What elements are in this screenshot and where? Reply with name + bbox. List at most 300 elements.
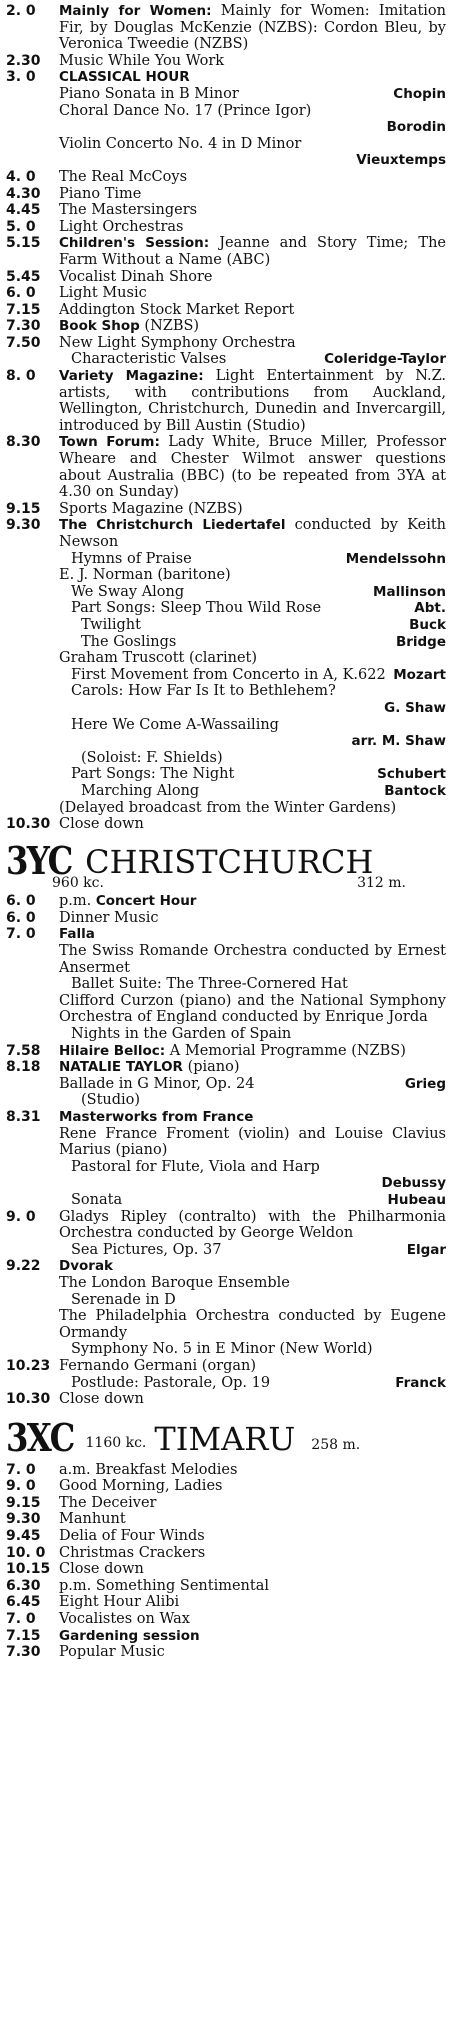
listing-entry xyxy=(6,1578,446,1595)
listing-time: 9.45 xyxy=(6,1528,41,1545)
programme-text xyxy=(59,1308,446,1341)
listing-body xyxy=(59,285,446,302)
listing-body xyxy=(59,1511,446,1528)
programme-text xyxy=(59,1594,446,1611)
station-name: TIMARU xyxy=(154,1419,296,1458)
listing-body xyxy=(59,816,446,833)
listing-entry xyxy=(6,335,446,368)
programme-description: Close down xyxy=(59,1391,144,1408)
programme-text xyxy=(59,717,446,734)
composer-name: Chopin xyxy=(393,85,446,102)
programme-title: First Movement from Concerto in A, K.622 xyxy=(71,666,386,683)
programme-title: Twilight xyxy=(81,616,141,633)
listing-time: 6.30 xyxy=(6,1577,41,1594)
programme-text xyxy=(59,517,446,550)
listing-entry xyxy=(6,69,446,169)
programme-text xyxy=(59,1275,446,1292)
programme-description: Nights in the Garden of Spain xyxy=(71,1026,292,1043)
programme-description: Eight Hour Alibi xyxy=(59,1594,180,1611)
composer-name: Bridge xyxy=(395,633,446,650)
programme-description: (Delayed broadcast from the Winter Gardens) xyxy=(59,799,397,816)
listing-time: 9.22 xyxy=(6,1258,41,1275)
programme-description: Clifford Curzon (piano) and the National Symphony Orchestra of England conducted by Enrique Jorda xyxy=(59,992,446,1026)
programme-description: Sports Magazine (NZBS) xyxy=(59,500,243,517)
composer-name: Mallinson xyxy=(373,583,446,600)
station-name: CHRISTCHURCH xyxy=(85,842,374,881)
listing-entry xyxy=(6,219,446,236)
programme-description: The Philadelphia Orchestra conducted by Eugene Ormandy xyxy=(59,1308,446,1341)
listing-time: 9.30 xyxy=(6,1511,41,1528)
listing-body xyxy=(59,434,446,500)
programme-text xyxy=(59,202,446,219)
listing-entry xyxy=(6,368,446,434)
programme-description: Vocalistes on Wax xyxy=(59,1611,190,1628)
programme-heading: Masterworks from France xyxy=(59,1109,254,1125)
composer-name: Mozart xyxy=(393,666,446,683)
composer-name: Buck xyxy=(409,616,446,633)
programme-text xyxy=(59,235,446,268)
programme-title: Marching Along xyxy=(81,782,200,799)
programme-title: Sonata xyxy=(71,1191,123,1208)
programme-title: The Goslings xyxy=(81,633,177,650)
programme-heading: The Christchurch Liedertafel xyxy=(59,517,286,534)
programme-heading: Book Shop xyxy=(59,318,140,335)
listing-time: 4.45 xyxy=(6,202,41,219)
programme-description: p.m. Something Sentimental xyxy=(59,1577,269,1594)
listing-time: 9. 0 xyxy=(6,1208,36,1225)
listing-body xyxy=(59,501,446,518)
programme-line-with-composer xyxy=(59,667,446,684)
station-frequency: 1160 kc. xyxy=(85,1435,147,1452)
station-wavelength: 312 m. xyxy=(357,874,406,891)
programme-text xyxy=(59,269,446,286)
programme-text xyxy=(59,1511,446,1528)
programme-heading: Mainly for Women: xyxy=(59,3,212,19)
listing-body xyxy=(59,219,446,236)
listing-body xyxy=(59,1644,446,1661)
listing-entry xyxy=(6,1594,446,1611)
programme-line-with-composer xyxy=(59,1076,446,1093)
programme-description: Vocalist Dinah Shore xyxy=(59,268,213,285)
listing-entry xyxy=(6,318,446,335)
programme-heading: Variety Magazine: xyxy=(59,368,204,385)
listing-body xyxy=(59,893,446,910)
programme-text xyxy=(59,1092,446,1109)
listing-body xyxy=(59,186,446,203)
listing-body xyxy=(59,1578,446,1595)
listing-section-3ya xyxy=(6,3,446,833)
programme-description: Mainly for Women: Imitation Fir, by Douglas McKenzie (NZBS): Cordon Bleu, by Veronica Tweedie (NZBS) xyxy=(59,3,446,53)
programme-description: (Studio) xyxy=(81,1092,141,1109)
programme-text xyxy=(59,169,446,186)
programme-text xyxy=(59,683,446,700)
listing-body xyxy=(59,1358,446,1391)
listing-entry xyxy=(6,1391,446,1408)
listing-entry xyxy=(6,893,446,910)
programme-description: Manhunt xyxy=(59,1511,126,1528)
listing-time: 8. 0 xyxy=(6,368,36,385)
programme-text xyxy=(59,302,446,319)
programme-description: p.m. xyxy=(59,893,92,910)
programme-heading: CLASSICAL HOUR xyxy=(59,69,190,86)
listing-entry xyxy=(6,501,446,518)
listing-time: 2. 0 xyxy=(6,3,36,19)
listing-entry xyxy=(6,1611,446,1628)
programme-description: Ballet Suite: The Three-Cornered Hat xyxy=(71,976,348,993)
programme-heading: Children's Session: xyxy=(59,235,210,252)
programme-line-with-composer xyxy=(59,600,446,617)
listing-time: 3. 0 xyxy=(6,69,36,86)
listing-entry xyxy=(6,1644,446,1661)
composer-name: Coleridge-Taylor xyxy=(324,351,446,368)
listing-body xyxy=(59,1628,446,1645)
programme-text xyxy=(59,1561,446,1578)
programme-text xyxy=(59,1026,446,1043)
listing-body xyxy=(59,53,446,70)
listing-time: 8.18 xyxy=(6,1059,41,1076)
programme-text xyxy=(59,1391,446,1408)
programme-description: The London Baroque Ensemble xyxy=(59,1274,290,1291)
composer-name: Abt. xyxy=(414,600,446,617)
programme-text xyxy=(59,1209,446,1242)
listing-body xyxy=(59,926,446,1042)
listing-entry xyxy=(6,186,446,203)
programme-description: Close down xyxy=(59,1561,144,1578)
programme-text xyxy=(59,434,446,500)
listing-time: 7.30 xyxy=(6,318,41,335)
programme-description: Addington Stock Market Report xyxy=(59,301,295,318)
programme-description: (piano) xyxy=(187,1059,240,1076)
listing-body xyxy=(59,1528,446,1545)
programme-title: Sea Pictures, Op. 37 xyxy=(71,1241,222,1258)
programme-line-with-composer xyxy=(59,1375,446,1392)
programme-description: Light Entertainment by N.Z. artists, with contributions from Auckland, Wellington, Christchurch, Dunedin and Invercargill, introduced by Bill Austin (Studio) xyxy=(59,368,446,434)
listing-body xyxy=(59,202,446,219)
programme-description: Graham Truscott (clarinet) xyxy=(59,650,258,667)
listing-entry xyxy=(6,1209,446,1259)
listing-time: 7. 0 xyxy=(6,1611,36,1628)
programme-description: Christmas Crackers xyxy=(59,1544,206,1561)
programme-description: A Memorial Programme (NZBS) xyxy=(169,1042,406,1059)
programme-description: Popular Music xyxy=(59,1644,165,1661)
programme-description: Piano Time xyxy=(59,185,142,202)
programme-line-with-composer xyxy=(59,1242,446,1259)
programme-text xyxy=(59,368,446,434)
listing-entry xyxy=(6,269,446,286)
programme-title: Postlude: Pastorale, Op. 19 xyxy=(71,1374,271,1391)
programme-line-with-composer xyxy=(59,551,446,568)
programme-description: Fernando Germani (organ) xyxy=(59,1357,257,1374)
programme-description: The Deceiver xyxy=(59,1494,157,1511)
listing-time: 7.58 xyxy=(6,1042,41,1059)
listing-time: 5. 0 xyxy=(6,218,36,235)
programme-text xyxy=(59,800,446,817)
listing-body xyxy=(59,1209,446,1259)
composer-name: Schubert xyxy=(377,766,446,783)
listing-entry xyxy=(6,1109,446,1209)
listing-body xyxy=(59,1545,446,1562)
programme-description: Choral Dance No. 17 (Prince Igor) xyxy=(59,102,312,119)
composer-name: Borodin xyxy=(386,119,446,136)
listing-time: 10.30 xyxy=(6,1391,51,1408)
programme-text xyxy=(59,1528,446,1545)
listing-time: 7. 0 xyxy=(6,1461,36,1478)
programme-description: Violin Concerto No. 4 in D Minor xyxy=(59,135,302,152)
programme-text xyxy=(59,186,446,203)
programme-heading: Gardening session xyxy=(59,1627,200,1644)
listing-body xyxy=(59,1043,446,1060)
listing-entry xyxy=(6,1059,446,1109)
listing-entry xyxy=(6,1358,446,1391)
programme-text xyxy=(59,976,446,993)
programme-description: (Soloist: F. Shields) xyxy=(81,749,223,766)
listing-body xyxy=(59,1059,446,1109)
programme-text xyxy=(59,136,446,153)
listing-body xyxy=(59,169,446,186)
station-wavelength: 258 m. xyxy=(311,1437,361,1454)
programme-line-with-composer xyxy=(59,86,446,103)
programme-text xyxy=(59,1644,446,1661)
programme-description: conducted by Keith Newson xyxy=(59,517,447,550)
programme-text xyxy=(59,501,446,518)
listing-time: 9.15 xyxy=(6,1494,41,1511)
programme-description: a.m. Breakfast Melodies xyxy=(59,1461,238,1478)
composer-name: Vieuxtemps xyxy=(356,152,446,169)
listing-body xyxy=(59,368,446,434)
listing-time: 7.15 xyxy=(6,1627,41,1644)
listing-entry xyxy=(6,1511,446,1528)
programme-description: Light Orchestras xyxy=(59,218,184,235)
listing-body xyxy=(59,3,446,53)
programme-description: Jeanne and Story Time; The Farm Without a Name (ABC) xyxy=(59,235,447,268)
station-header-3xc xyxy=(6,1414,446,1460)
programme-title: Piano Sonata in B Minor xyxy=(59,85,239,102)
listing-section-3yc xyxy=(6,893,446,1407)
programme-description: E. J. Norman (baritone) xyxy=(59,567,231,584)
composer-name: arr. M. Shaw xyxy=(351,733,446,750)
programme-description: Good Morning, Ladies xyxy=(59,1478,223,1495)
listing-entry xyxy=(6,1495,446,1512)
listing-entry xyxy=(6,1561,446,1578)
programme-text xyxy=(59,219,446,236)
programme-text xyxy=(59,1159,446,1176)
listing-entry xyxy=(6,926,446,1042)
programme-description: Carols: How Far Is It to Bethlehem? xyxy=(71,683,336,700)
programme-description: Rene France Froment (violin) and Louise Clavius Marius (piano) xyxy=(59,1125,446,1159)
programme-text xyxy=(59,993,446,1026)
programme-description: Serenade in D xyxy=(71,1291,176,1308)
listing-body xyxy=(59,1561,446,1578)
listing-body xyxy=(59,1594,446,1611)
programme-text xyxy=(59,1462,446,1479)
listing-time: 4.30 xyxy=(6,185,41,202)
listing-body xyxy=(59,302,446,319)
programme-heading: NATALIE TAYLOR xyxy=(59,1059,183,1076)
programme-title: Part Songs: The Night xyxy=(71,766,235,783)
listing-body xyxy=(59,235,446,268)
listing-time: 9.15 xyxy=(6,500,41,517)
listing-time: 7.30 xyxy=(6,1644,41,1661)
listing-body xyxy=(59,517,446,816)
listing-entry xyxy=(6,816,446,833)
listing-entry xyxy=(6,202,446,219)
programme-description: Pastoral for Flute, Viola and Harp xyxy=(71,1158,320,1175)
programme-text xyxy=(59,1478,446,1495)
programme-text xyxy=(59,318,446,335)
programme-description: Delia of Four Winds xyxy=(59,1528,205,1545)
programme-text xyxy=(59,1043,446,1060)
listing-time: 8.30 xyxy=(6,434,41,451)
programme-text xyxy=(59,1059,446,1076)
programme-description: Dinner Music xyxy=(59,909,159,926)
programme-text xyxy=(59,1341,446,1358)
listing-time: 10. 0 xyxy=(6,1544,46,1561)
programme-title: Part Songs: Sleep Thou Wild Rose xyxy=(71,600,322,617)
programme-description: Here We Come A-Wassailing xyxy=(71,716,279,733)
listing-body xyxy=(59,1462,446,1479)
programme-text xyxy=(59,650,446,667)
programme-line-with-composer xyxy=(59,1192,446,1209)
programme-text xyxy=(59,1292,446,1309)
programme-title: Ballade in G Minor, Op. 24 xyxy=(59,1075,255,1092)
programme-description: (NZBS) xyxy=(144,318,200,335)
listing-time: 7. 0 xyxy=(6,926,36,943)
programme-description: Symphony No. 5 in E Minor (New World) xyxy=(71,1341,373,1358)
programme-text xyxy=(59,1611,446,1628)
programme-description: Lady White, Bruce Miller, Professor Wheare and Chester Wilmot answer questions about Australia (BBC) (to be repeated from 3YA at 4.30 on Sunday) xyxy=(59,434,446,501)
programme-description: The Mastersingers xyxy=(59,202,198,219)
listing-body xyxy=(59,335,446,368)
programme-line-with-composer xyxy=(59,766,446,783)
programme-description: Gladys Ripley (contralto) with the Philharmonia Orchestra conducted by George Weldon xyxy=(59,1208,446,1242)
listing-time: 7.15 xyxy=(6,301,41,318)
listing-time: 6.45 xyxy=(6,1594,41,1611)
listing-time: 4. 0 xyxy=(6,168,36,185)
listing-time: 7.50 xyxy=(6,334,41,351)
programme-text xyxy=(59,1495,446,1512)
listing-time: 6. 0 xyxy=(6,285,36,302)
listing-body xyxy=(59,1258,446,1358)
listing-body xyxy=(59,910,446,927)
listing-time: 10.23 xyxy=(6,1357,51,1374)
listing-body xyxy=(59,69,446,169)
programme-description: Music While You Work xyxy=(59,52,225,69)
listing-entry xyxy=(6,302,446,319)
listing-body xyxy=(59,1611,446,1628)
programme-text xyxy=(59,1545,446,1562)
station-callsign: 3XC xyxy=(6,1414,74,1460)
composer-name: Franck xyxy=(395,1374,446,1391)
programme-line-with-composer xyxy=(59,351,446,368)
programme-text xyxy=(59,816,446,833)
programme-text xyxy=(59,750,446,767)
listing-entry xyxy=(6,517,446,816)
listing-time: 5.15 xyxy=(6,235,41,252)
composer-name: Elgar xyxy=(406,1241,446,1258)
listing-entry xyxy=(6,1043,446,1060)
listing-time: 6. 0 xyxy=(6,893,36,910)
programme-title: Hymns of Praise xyxy=(71,550,192,567)
programme-line-with-composer xyxy=(59,634,446,651)
programme-text xyxy=(59,943,446,976)
programme-text xyxy=(59,103,446,120)
listing-entry xyxy=(6,434,446,500)
listing-body xyxy=(59,1495,446,1512)
composer-name: G. Shaw xyxy=(384,699,446,716)
programme-heading: Dvorak xyxy=(59,1258,114,1275)
programme-heading: Falla xyxy=(59,926,95,943)
listing-entry xyxy=(6,1258,446,1358)
programme-text xyxy=(59,893,446,910)
listing-body xyxy=(59,269,446,286)
listing-entry xyxy=(6,1528,446,1545)
listing-body xyxy=(59,318,446,335)
programme-line-with-composer xyxy=(59,617,446,634)
listing-time: 10.15 xyxy=(6,1561,51,1578)
listing-section-3xc xyxy=(6,1462,446,1661)
composer-name: Debussy xyxy=(381,1175,446,1192)
composer-name: Hubeau xyxy=(387,1191,446,1208)
programme-heading: Hilaire Belloc: xyxy=(59,1042,166,1059)
programme-line-with-composer xyxy=(59,584,446,601)
listing-body xyxy=(59,1391,446,1408)
programme-description: The Swiss Romande Orchestra conducted by Ernest Ansermet xyxy=(59,943,446,976)
listing-body xyxy=(59,1478,446,1495)
listing-time: 2.30 xyxy=(6,52,41,69)
programme-line-with-composer xyxy=(59,783,446,800)
listing-entry xyxy=(6,1462,446,1479)
programme-description: New Light Symphony Orchestra xyxy=(59,334,296,351)
listing-entry xyxy=(6,53,446,70)
programme-heading: Town Forum: xyxy=(59,434,160,451)
listing-entry xyxy=(6,1478,446,1495)
listing-time: 9.30 xyxy=(6,517,41,534)
listing-entry xyxy=(6,169,446,186)
programme-text xyxy=(59,1578,446,1595)
programme-title: We Sway Along xyxy=(71,583,185,600)
listing-time: 10.30 xyxy=(6,816,51,833)
listing-time: 5.45 xyxy=(6,268,41,285)
listing-entry xyxy=(6,285,446,302)
programme-heading: Concert Hour xyxy=(95,893,197,910)
listing-time: 8.31 xyxy=(6,1109,41,1125)
listing-entry xyxy=(6,1628,446,1645)
programme-text xyxy=(59,335,446,352)
programme-text xyxy=(59,285,446,302)
listing-entry xyxy=(6,1545,446,1562)
programme-text xyxy=(59,567,446,584)
listing-body xyxy=(59,1109,446,1209)
composer-name: Mendelssohn xyxy=(345,550,446,567)
station-frequency: 960 kc. xyxy=(52,874,104,891)
listing-time: 9. 0 xyxy=(6,1478,36,1495)
composer-name: Bantock xyxy=(384,782,446,799)
composer-name: Grieg xyxy=(404,1075,446,1092)
programme-title: Characteristic Valses xyxy=(71,351,227,368)
programme-text xyxy=(59,53,446,70)
listing-entry xyxy=(6,3,446,53)
listing-entry xyxy=(6,235,446,268)
station-callsign: 3YC xyxy=(6,837,72,883)
programme-text xyxy=(59,910,446,927)
listing-entry xyxy=(6,910,446,927)
programme-description: The Real McCoys xyxy=(59,168,188,185)
programme-text xyxy=(59,3,446,53)
programme-description: Close down xyxy=(59,816,144,833)
programme-text xyxy=(59,1358,446,1375)
listing-time: 6. 0 xyxy=(6,909,36,926)
programme-text xyxy=(59,1126,446,1159)
